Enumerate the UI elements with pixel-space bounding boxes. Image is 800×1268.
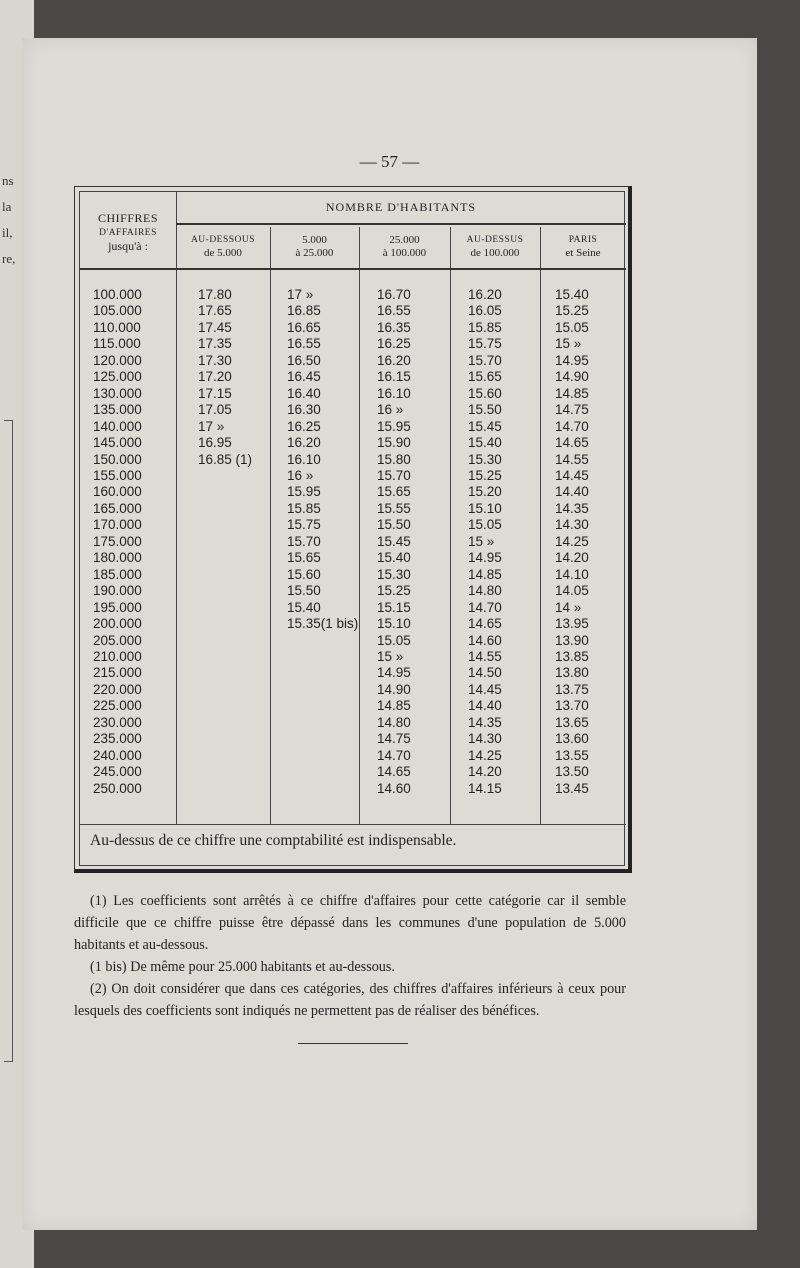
header-text: à 25.000 xyxy=(295,247,334,259)
table-cell: 13.55 xyxy=(555,747,589,763)
table-cell: 14.30 xyxy=(468,731,502,747)
header-text: PARIS xyxy=(568,235,598,245)
table-cell: 15.05 xyxy=(555,319,589,335)
table-cell: 14.75 xyxy=(555,402,589,418)
table-cell: 15.65 xyxy=(468,369,502,385)
table-cell: 125.000 xyxy=(93,369,142,385)
table-cell: 15 » xyxy=(468,533,495,549)
table-cell: 15.25 xyxy=(468,467,502,483)
table-cell: 14.85 xyxy=(555,385,589,401)
table-cell: 16.15 xyxy=(377,369,411,385)
table-cell: 110.000 xyxy=(93,319,141,335)
page-number: — 57 — xyxy=(359,152,420,171)
table-cell: 15.05 xyxy=(377,632,411,648)
footnote: (1) Les coefficients sont arrêtés à ce chiffre d'affaires pour cette catégorie car il semble difficile que ce chiffre puisse être dépassé dans les communes d'une population de 5.000 habitants et au-dessous. xyxy=(74,893,626,953)
table-cell: 13.60 xyxy=(555,731,589,747)
table-cell: 15.90 xyxy=(377,435,411,451)
table-cell: 16.10 xyxy=(287,451,321,467)
table-cell: 16.40 xyxy=(287,385,321,401)
table-cell: 14.50 xyxy=(468,665,502,681)
table-cell: 15.10 xyxy=(377,616,411,632)
header-text: de 100.000 xyxy=(470,247,520,259)
header-text: 25.000 xyxy=(389,234,420,246)
table-cell: 205.000 xyxy=(93,632,142,648)
table-cell: 16.10 xyxy=(377,385,411,401)
table-cell: 15.75 xyxy=(468,336,502,352)
table-cell: 15.65 xyxy=(377,484,411,500)
table-cell: 16.50 xyxy=(287,352,321,368)
table-cell: 15.65 xyxy=(287,550,321,566)
table-cell: 14.20 xyxy=(555,550,589,566)
table-cell: 130.000 xyxy=(93,385,142,401)
header-text: CHIFFRES xyxy=(97,211,159,225)
table-cell: 13.90 xyxy=(555,632,589,648)
table-cell: 15.40 xyxy=(468,435,502,451)
column-divider xyxy=(540,227,541,824)
table-cell: 16.85 (1) xyxy=(198,451,253,467)
table-cell: 14.45 xyxy=(555,467,589,483)
table-cell: 185.000 xyxy=(93,566,142,582)
table-cell: 210.000 xyxy=(93,648,142,664)
table-cell: 14.80 xyxy=(468,583,502,599)
header-text: et Seine xyxy=(565,247,601,259)
table-cell: 120.000 xyxy=(93,352,142,368)
table-cell: 15.15 xyxy=(377,599,411,615)
table-cell: 15.40 xyxy=(555,287,589,302)
table-cell: 16.35 xyxy=(377,319,411,335)
table-cell: 14.65 xyxy=(555,435,589,451)
25000-100000-column xyxy=(377,287,411,797)
header-text: AU-DESSUS xyxy=(466,235,524,245)
table-cell: 240.000 xyxy=(93,747,142,763)
header-text: à 100.000 xyxy=(382,247,427,259)
table-cell: 16.20 xyxy=(377,352,411,368)
column-divider xyxy=(176,192,177,824)
adjacent-page-frame xyxy=(4,420,13,1062)
table-cell: 16.20 xyxy=(468,287,502,302)
table-cell: 145.000 xyxy=(93,435,142,451)
header-bottom-rule xyxy=(80,268,626,270)
table-cell: 15.60 xyxy=(287,566,321,582)
table-cell: 225.000 xyxy=(93,698,142,714)
note-rule xyxy=(80,824,626,825)
table-note: Au-dessus de ce chiffre une comptabilité est indispensable. xyxy=(90,832,457,849)
table-cell: 15.30 xyxy=(468,451,502,467)
table-cell: 17.20 xyxy=(198,369,232,385)
below-5000-column xyxy=(198,287,252,468)
table-cell: 14.15 xyxy=(468,780,502,796)
header-text: jusqu'à : xyxy=(108,239,148,253)
table-cell: 13.50 xyxy=(555,764,589,780)
table-cell: 14.90 xyxy=(555,369,589,385)
table-cell: 16.95 xyxy=(198,435,232,451)
column-divider xyxy=(359,227,360,824)
table-cell: 15.25 xyxy=(555,303,589,319)
table-cell: 215.000 xyxy=(93,665,142,681)
table-cell: 16.85 xyxy=(287,303,321,319)
paris-seine-column xyxy=(555,287,589,797)
column-header xyxy=(270,234,359,260)
table-cell: 15.20 xyxy=(468,484,502,500)
table-cell: 150.000 xyxy=(93,451,142,467)
table-cell: 13.95 xyxy=(555,616,589,632)
table-cell: 15.85 xyxy=(287,500,321,516)
table-cell: 15.55 xyxy=(377,500,411,516)
table-cell: 17 » xyxy=(198,418,225,434)
above-100000-column xyxy=(468,287,502,797)
table-cell: 14.30 xyxy=(555,517,589,533)
table-cell: 190.000 xyxy=(93,583,142,599)
table-cell: 250.000 xyxy=(93,780,142,796)
population-group-header: NOMBRE D'HABITANTS xyxy=(325,200,477,214)
table-cell: 17.15 xyxy=(198,385,232,401)
table-cell: 16.30 xyxy=(287,402,321,418)
header-text: de 5.000 xyxy=(204,247,242,259)
table-cell: 15.60 xyxy=(468,385,502,401)
table-cell: 16.65 xyxy=(287,319,321,335)
table-cell: 14.95 xyxy=(468,550,502,566)
table-cell: 17.80 xyxy=(198,287,232,302)
header-text: D'AFFAIRES xyxy=(99,228,157,238)
table-cell: 14.60 xyxy=(468,632,502,648)
table-cell: 15.30 xyxy=(377,566,411,582)
header-rule xyxy=(176,223,626,225)
table-cell: 14.45 xyxy=(468,681,502,697)
table-cell: 15.95 xyxy=(287,484,321,500)
table-cell: 14.35 xyxy=(555,500,589,516)
table-cell: 16.70 xyxy=(377,287,411,302)
table-cell: 14.55 xyxy=(468,648,502,664)
footnotes xyxy=(74,890,626,1022)
column-divider xyxy=(450,227,451,824)
table-cell: 15.40 xyxy=(287,599,321,615)
table-cell: 14.05 xyxy=(555,583,589,599)
table-cell: 14.95 xyxy=(377,665,411,681)
table-cell: 13.85 xyxy=(555,648,589,664)
table-cell: 14.80 xyxy=(377,714,411,730)
table-cell: 17.30 xyxy=(198,352,232,368)
table-inner-frame xyxy=(79,191,625,866)
table-cell: 15.40 xyxy=(377,550,411,566)
table-cell: 13.45 xyxy=(555,780,589,796)
table-cell: 14.70 xyxy=(377,747,411,763)
table-cell: 14 » xyxy=(555,599,582,615)
5000-25000-column xyxy=(287,287,358,633)
table-cell: 160.000 xyxy=(93,484,142,500)
table-cell: 14.20 xyxy=(468,764,502,780)
table-cell: 16.25 xyxy=(287,418,321,434)
table-cell: 14.25 xyxy=(555,533,589,549)
document-page xyxy=(22,38,757,1230)
table-cell: 200.000 xyxy=(93,616,142,632)
spine-fragment: ns xyxy=(2,173,14,188)
table-cell: 16 » xyxy=(287,467,314,483)
table-cell: 15.10 xyxy=(468,500,502,516)
table-cell: 15.50 xyxy=(287,583,321,599)
table-cell: 115.000 xyxy=(93,336,141,352)
table-cell: 17 » xyxy=(287,287,314,302)
table-cell: 15.70 xyxy=(468,352,502,368)
table-cell: 13.80 xyxy=(555,665,589,681)
table-cell: 14.10 xyxy=(555,566,589,582)
table-cell: 135.000 xyxy=(93,402,142,418)
column-header xyxy=(450,234,540,260)
table-cell: 14.75 xyxy=(377,731,411,747)
table-cell: 14.40 xyxy=(555,484,589,500)
table-cell: 15 » xyxy=(377,648,404,664)
table-cell: 17.35 xyxy=(198,336,232,352)
section-end-rule xyxy=(298,1043,408,1044)
table-cell: 17.05 xyxy=(198,402,232,418)
table-cell: 170.000 xyxy=(93,517,142,533)
table-cell: 15.80 xyxy=(377,451,411,467)
spine-fragment: la xyxy=(2,199,12,214)
table-cell: 14.35 xyxy=(468,714,502,730)
table-cell: 16.45 xyxy=(287,369,321,385)
table-cell: 15.45 xyxy=(377,533,411,549)
first-column-header xyxy=(80,212,176,253)
table-cell: 14.25 xyxy=(468,747,502,763)
table-cell: 16 » xyxy=(377,402,404,418)
table-cell: 15.35(1 bis) xyxy=(287,616,359,632)
table-cell: 15.25 xyxy=(377,583,411,599)
adjacent-page-text xyxy=(2,168,15,272)
column-header xyxy=(176,234,270,260)
table-cell: 165.000 xyxy=(93,500,142,516)
table-cell: 14.95 xyxy=(555,352,589,368)
table-cell: 13.75 xyxy=(555,681,589,697)
table-cell: 180.000 xyxy=(93,550,142,566)
table-cell: 16.05 xyxy=(468,303,502,319)
table-cell: 14.40 xyxy=(468,698,502,714)
header-text: AU-DESSOUS xyxy=(190,235,256,245)
table-cell: 16.25 xyxy=(377,336,411,352)
table-cell: 17.65 xyxy=(198,303,232,319)
table-cell: 13.70 xyxy=(555,698,589,714)
table-cell: 175.000 xyxy=(93,533,142,549)
table-cell: 105.000 xyxy=(93,303,142,319)
table-cell: 15.45 xyxy=(468,418,502,434)
table-cell: 14.65 xyxy=(377,764,411,780)
table-cell: 16.55 xyxy=(377,303,411,319)
table-cell: 140.000 xyxy=(93,418,142,434)
table-cell: 15.70 xyxy=(287,533,321,549)
spine-fragment: re, xyxy=(2,251,16,266)
table-cell: 100.000 xyxy=(93,287,142,302)
table-cell: 245.000 xyxy=(93,764,142,780)
table-cell: 15.50 xyxy=(377,517,411,533)
table-cell: 16.20 xyxy=(287,435,321,451)
table-cell: 15.95 xyxy=(377,418,411,434)
table-cell: 15.85 xyxy=(468,319,502,335)
footnote: (2) On doit considérer que dans ces catégories, des chiffres d'affaires inférieurs à ceux pour lesquels des coefficients sont indiqués ne permettent pas de réaliser des bénéfices. xyxy=(74,981,626,1019)
turnover-column xyxy=(93,287,142,797)
spine-fragment: il, xyxy=(2,225,13,240)
table-cell: 155.000 xyxy=(93,467,142,483)
table-cell: 14.65 xyxy=(468,616,502,632)
coefficients-table xyxy=(74,186,632,873)
table-cell: 15.70 xyxy=(377,467,411,483)
table-cell: 14.60 xyxy=(377,780,411,796)
table-cell: 15.75 xyxy=(287,517,321,533)
column-header xyxy=(540,234,626,260)
table-cell: 235.000 xyxy=(93,731,142,747)
table-cell: 14.90 xyxy=(377,681,411,697)
table-cell: 15.05 xyxy=(468,517,502,533)
table-cell: 14.85 xyxy=(468,566,502,582)
table-cell: 14.70 xyxy=(555,418,589,434)
table-cell: 17.45 xyxy=(198,319,232,335)
table-cell: 14.85 xyxy=(377,698,411,714)
table-cell: 15.50 xyxy=(468,402,502,418)
table-cell: 14.70 xyxy=(468,599,502,615)
table-cell: 13.65 xyxy=(555,714,589,730)
column-header xyxy=(359,234,450,260)
table-cell: 230.000 xyxy=(93,714,142,730)
table-cell: 14.55 xyxy=(555,451,589,467)
table-cell: 195.000 xyxy=(93,599,142,615)
table-cell: 16.55 xyxy=(287,336,321,352)
table-cell: 15 » xyxy=(555,336,582,352)
footnote: (1 bis) De même pour 25.000 habitants et au-dessous. xyxy=(90,959,395,975)
table-cell: 220.000 xyxy=(93,681,142,697)
header-text: 5.000 xyxy=(302,234,327,246)
column-divider xyxy=(270,227,271,824)
